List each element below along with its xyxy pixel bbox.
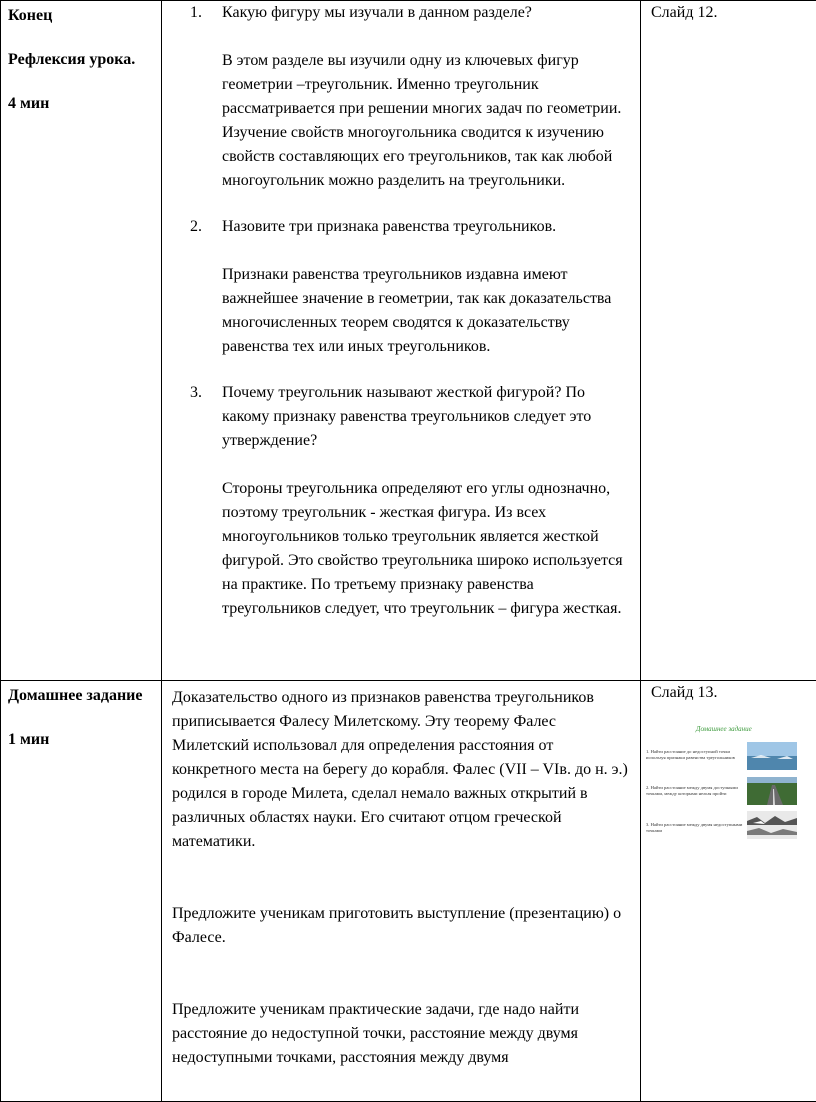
answer-text: Стороны треугольника определяют его углы однозначно, поэтому треугольник - жесткая фигура. Из всех многоугольников только треугольник является жесткой фигурой. Это свойство треугольника широко используется на практике. По третьему признаку равенства треугольников следует, что треугольник – фигура жесткая. xyxy=(222,477,634,621)
content-cell xyxy=(162,681,641,1102)
thumb-task: 2. Найти расстояние между двумя доступными точками, между которыми нельзя пройти xyxy=(646,785,746,797)
slide-thumbnail xyxy=(646,721,804,841)
list-item xyxy=(162,381,634,621)
question-text: Какую фигуру мы изучали в данном разделе? xyxy=(222,1,634,25)
answer-text: В этом разделе вы изучили одну из ключевых фигур геометрии –треугольник. Именно треугольник рассматривается при решении многих задач по геометрии. Изучение свойств многоугольника сводится к изучению свойств составляющих его треугольников, так как любой многоугольник можно разделить на треугольники. xyxy=(222,49,634,193)
thumb-task: 1. Найти расстояние до недоступной точки используя признаки равенства треугольников xyxy=(646,749,746,761)
question-text: Почему треугольник называют жесткой фигурой? По какому признаку равенства треугольников следует это утверждение? xyxy=(222,381,634,453)
stage-time: 4 мин xyxy=(8,92,155,116)
answer-text: Признаки равенства треугольников издавна имеют важнейшее значение в геометрии, так как доказательства многочисленных теорем сводятся к доказательству равенства тех или иных треугольников. xyxy=(222,263,634,359)
table-row xyxy=(1,1,816,681)
stage-title: Домашнее задание xyxy=(8,684,155,708)
item-number: 3. xyxy=(190,381,202,405)
stage-title: Рефлексия урока. xyxy=(8,48,155,72)
paragraph: Предложите ученикам практические задачи, где надо найти расстояние до недоступной точки, расстояние между двумя недоступными точками, расстояния между двумя xyxy=(172,998,634,1070)
content-cell xyxy=(162,1,641,681)
stage-cell xyxy=(1,1,162,681)
paragraph: Предложите ученикам приготовить выступление (презентацию) о Фалесе. xyxy=(172,902,634,950)
stage-time: 1 мин xyxy=(8,728,155,752)
slide-cell xyxy=(641,1,816,681)
question-text: Назовите три признака равенства треугольников. xyxy=(222,215,634,239)
thumb-task: 3. Найти расстояние между двумя недоступными точками xyxy=(646,822,746,834)
slide-cell xyxy=(641,681,816,1102)
sea-photo-icon xyxy=(747,742,797,770)
list-item xyxy=(162,1,634,215)
table-row xyxy=(1,681,816,1102)
question-list xyxy=(162,1,634,621)
road-photo-icon xyxy=(747,777,797,805)
slide-label: Слайд 13. xyxy=(641,681,816,705)
list-item xyxy=(162,215,634,381)
item-number: 1. xyxy=(190,1,202,25)
slide-label: Слайд 12. xyxy=(641,1,816,25)
thumb-title: Домашнее задание xyxy=(696,725,752,733)
stage-cell xyxy=(1,681,162,1102)
snow-photo-icon xyxy=(747,811,797,839)
paragraph: Доказательство одного из признаков равенства треугольников приписывается Фалесу Милетскому. Эту теорему Фалес Милетский использовал для определения расстояния от конкретного места на берегу до корабля. Фалес (VII – VIв. до н. э.) родился в городе Милета, сделал немало важных открытий в различных областях науки. Его считают отцом греческой математики. xyxy=(172,686,634,854)
item-number: 2. xyxy=(190,215,202,239)
stage-label: Конец xyxy=(8,4,155,28)
